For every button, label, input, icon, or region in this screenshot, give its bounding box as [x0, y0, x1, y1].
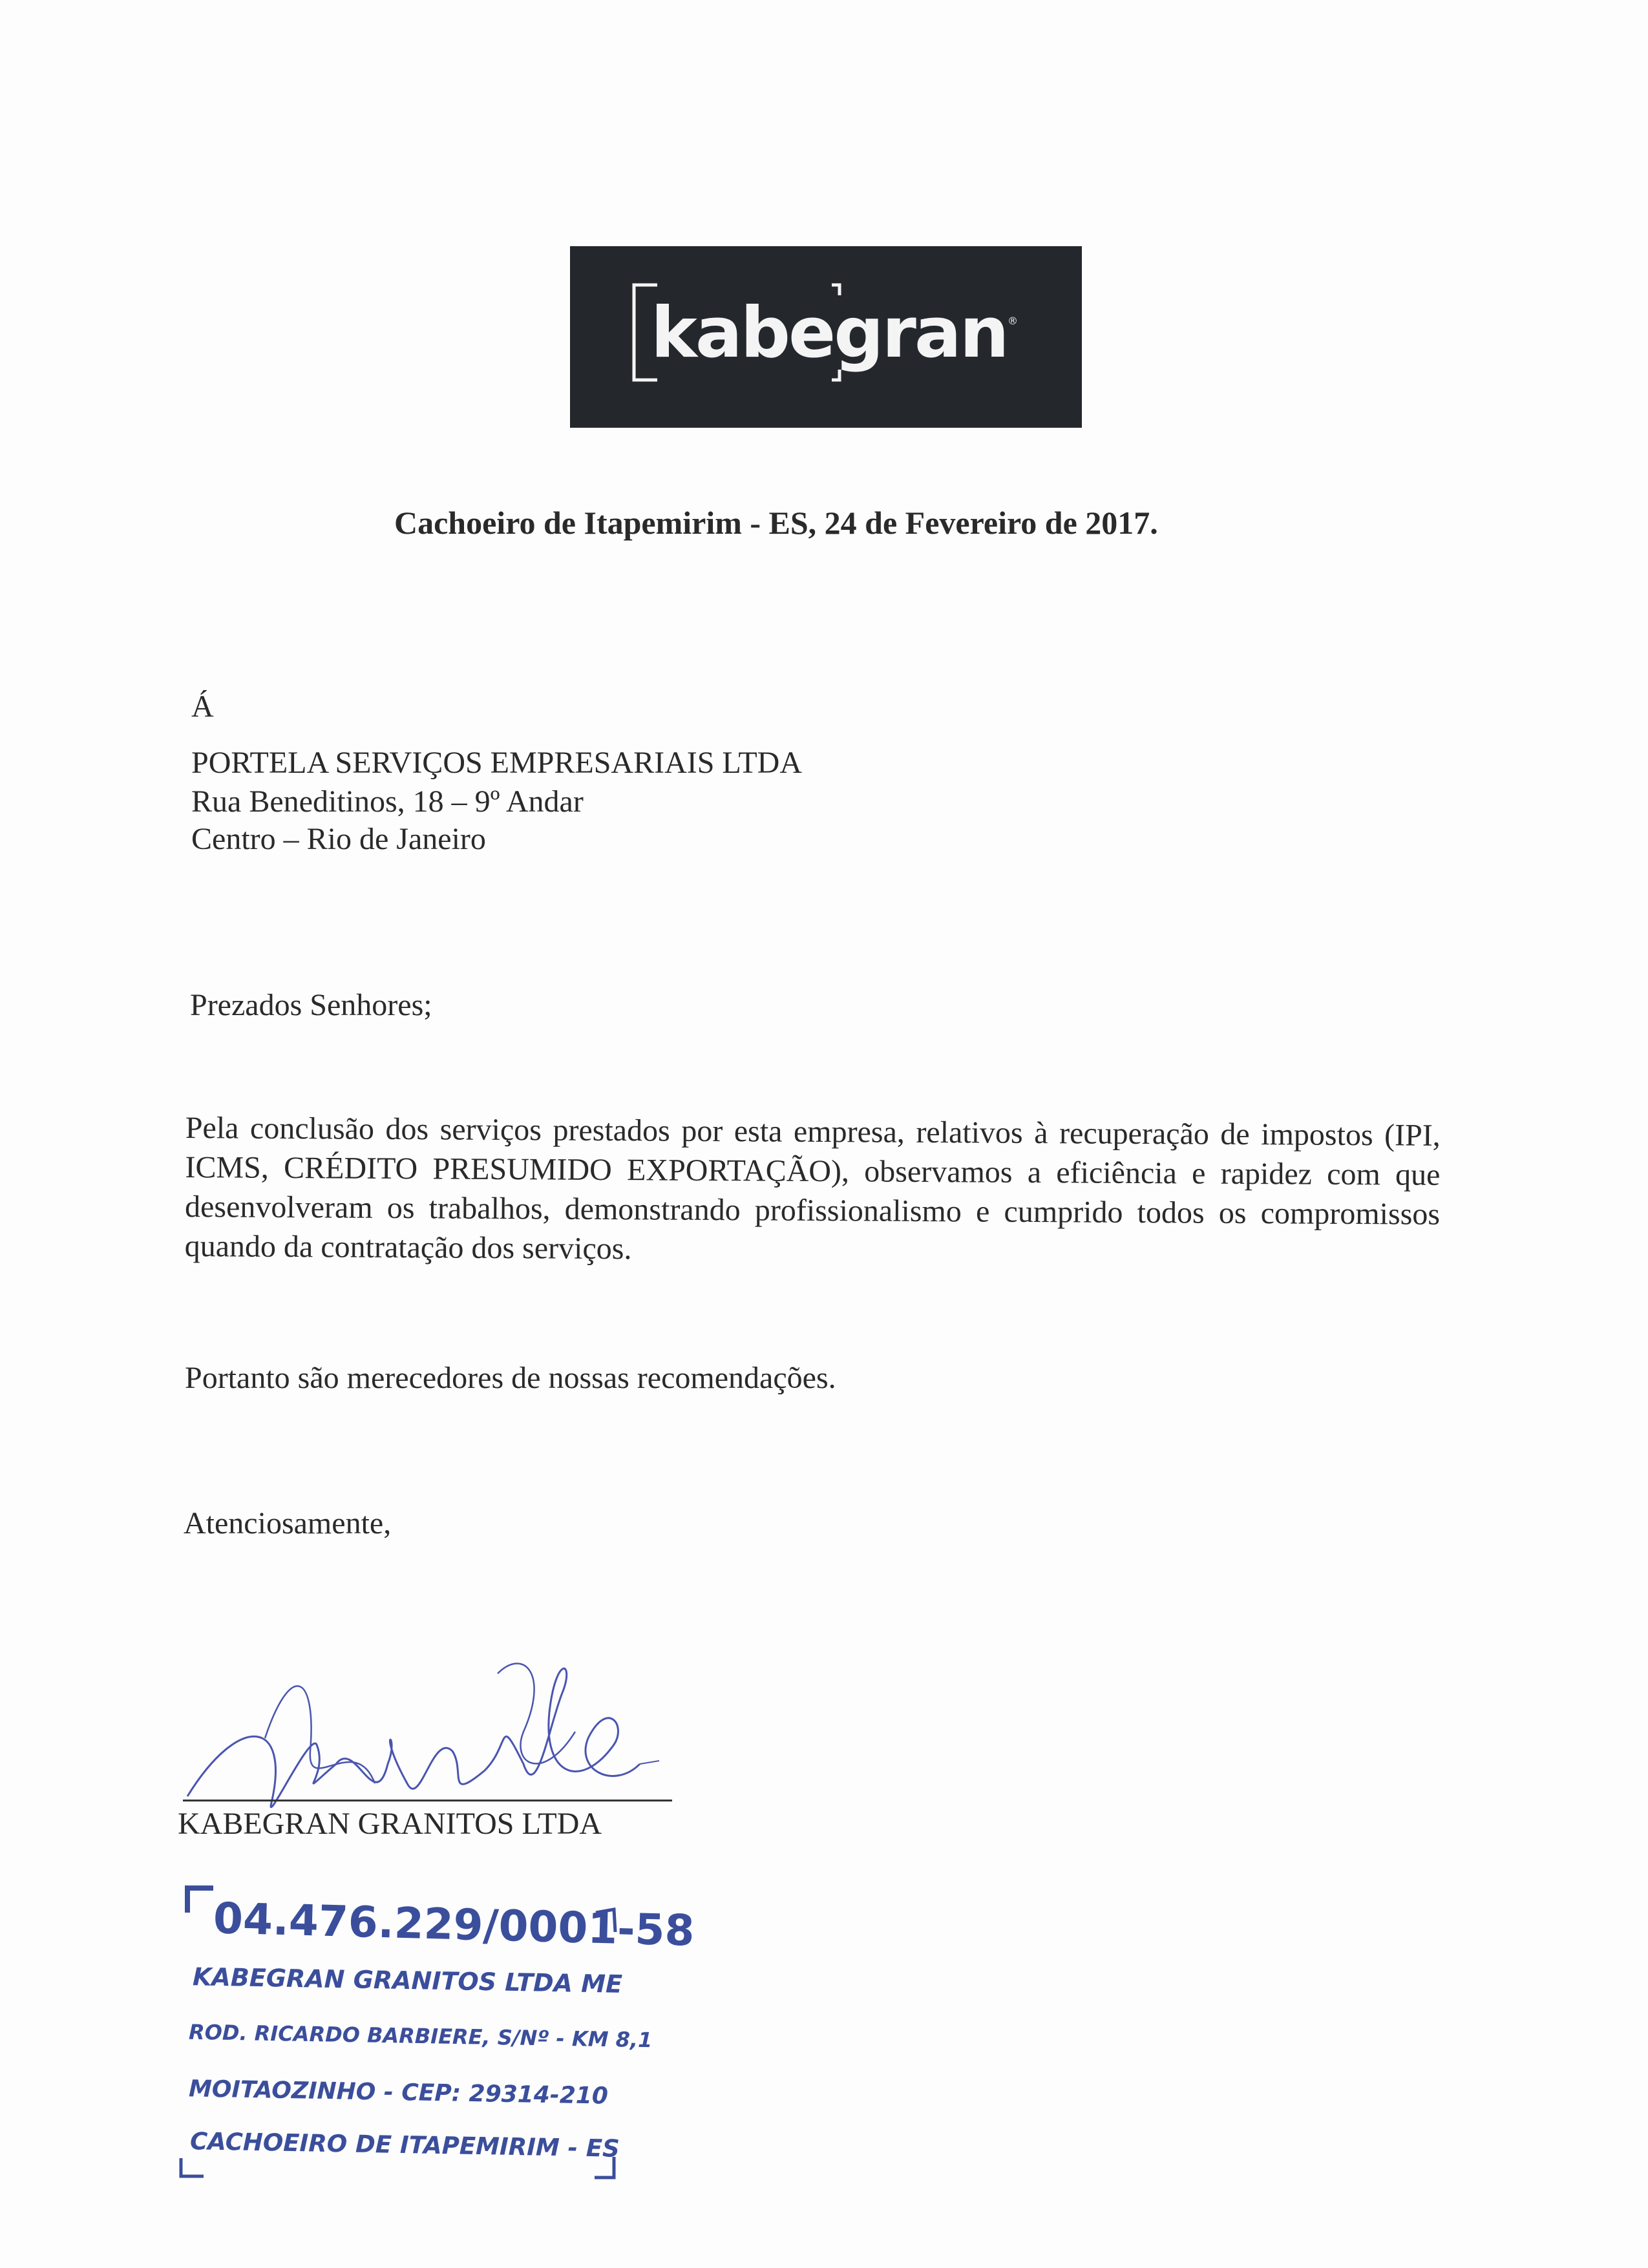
logo-wordmark: kabegran	[651, 293, 1008, 373]
recipient-to: Á	[191, 689, 214, 724]
company-stamp	[174, 1874, 695, 2184]
body-paragraph: Pela conclusão dos serviços prestados por esta empresa, relativos à recuperação de impostos (IPI, ICMS, CRÉDITO PRESUMIDO EXPORTAÇÃO), observamos a eficiência e rapidez com que desenvolveram os trabalhos, demonstrando profissionalismo e cumprido todos os compromissos quando da contratação dos serviços.	[184, 1110, 1441, 1266]
stamp-cep: MOITAOZINHO - CEP: 29314-210	[188, 2075, 609, 2110]
date-line: Cachoeiro de Itapemirim - ES, 24 de Fevereiro de 2017.	[394, 505, 1158, 541]
stamp-cnpj: 04.476.229/0001-58	[213, 1893, 695, 1956]
recommendation-line: Portanto são merecedores de nossas recomendações.	[185, 1361, 836, 1395]
recipient-street: Rua Beneditinos, 18 – 9º Andar	[191, 784, 584, 819]
signatory-company: KABEGRAN GRANITOS LTDA	[178, 1807, 602, 1841]
signature-line	[183, 1800, 672, 1801]
stamp-city: CACHOEIRO DE ITAPEMIRIM - ES	[189, 2127, 620, 2163]
stamp-address: ROD. RICARDO BARBIERE, S/Nº - KM 8,1	[188, 2019, 653, 2053]
salutation: Prezados Senhores;	[190, 988, 432, 1022]
closing: Atenciosamente,	[184, 1506, 392, 1540]
stamp-company-name: KABEGRAN GRANITOS LTDA ME	[192, 1962, 623, 1999]
recipient-name: PORTELA SERVIÇOS EMPRESARIAIS LTDA	[191, 746, 802, 780]
registered-mark: ®	[1008, 315, 1018, 327]
recipient-city: Centro – Rio de Janeiro	[191, 822, 486, 856]
company-logo	[570, 246, 1082, 428]
